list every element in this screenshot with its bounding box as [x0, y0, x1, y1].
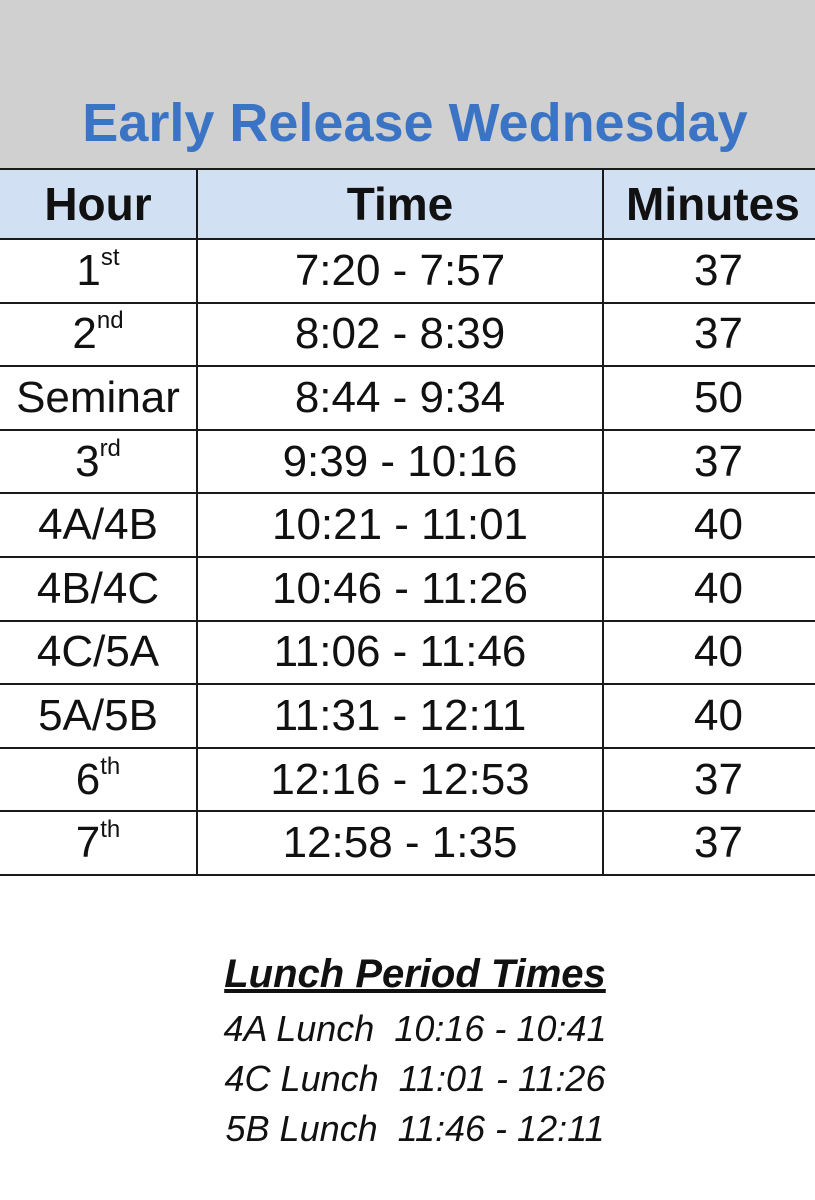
- hour-ordinal-suffix: th: [100, 752, 121, 780]
- hour-cell: [0, 303, 197, 367]
- lunch-line: 4A Lunch 10:16 - 10:41: [223, 1008, 607, 1049]
- table-row: [0, 621, 815, 685]
- time-cell: 10:21 - 11:01: [197, 493, 603, 557]
- minutes-cell: 40: [603, 621, 815, 685]
- minutes-cell: 37: [603, 303, 815, 367]
- hour-label: 4A/4B: [38, 500, 158, 550]
- hour-label: 2: [72, 309, 97, 359]
- minutes-cell: 37: [603, 748, 815, 812]
- lunch-title: Lunch Period Times: [224, 952, 606, 996]
- hour-cell: [0, 684, 197, 748]
- time-cell: 11:06 - 11:46: [197, 621, 603, 685]
- hour-cell: [0, 430, 197, 494]
- hour-ordinal-suffix: st: [100, 243, 120, 271]
- table-row: [0, 366, 815, 430]
- table-row: [0, 493, 815, 557]
- time-cell: 10:46 - 11:26: [197, 557, 603, 621]
- hour-label: 5A/5B: [38, 690, 158, 740]
- time-cell: 8:02 - 8:39: [197, 303, 603, 367]
- hour-cell: [0, 811, 197, 875]
- hour-cell: [0, 748, 197, 812]
- minutes-cell: 50: [603, 366, 815, 430]
- hour-label: 1: [76, 245, 101, 295]
- hour-label: 3: [75, 436, 100, 486]
- hour-cell: [0, 493, 197, 557]
- minutes-cell: 37: [603, 430, 815, 494]
- hour-ordinal-suffix: rd: [99, 434, 121, 462]
- minutes-cell: 40: [603, 493, 815, 557]
- schedule-body: [0, 239, 815, 875]
- column-header-time: Time: [197, 169, 603, 239]
- table-row: [0, 684, 815, 748]
- hour-label: 7: [75, 818, 101, 868]
- column-header-hour: Hour: [0, 169, 197, 239]
- hour-label: 6: [75, 754, 101, 804]
- hour-cell: [0, 239, 197, 303]
- minutes-cell: 40: [603, 684, 815, 748]
- lunch-list: [0, 1004, 815, 1154]
- table-row: [0, 430, 815, 494]
- lunch-line: 5B Lunch 11:46 - 12:11: [225, 1108, 605, 1149]
- time-cell: 11:31 - 12:11: [197, 684, 603, 748]
- page-title: Early Release Wednesday: [82, 93, 748, 153]
- hour-cell: [0, 621, 197, 685]
- time-cell: 8:44 - 9:34: [197, 366, 603, 430]
- hour-ordinal-suffix: nd: [96, 307, 124, 335]
- hour-cell: [0, 557, 197, 621]
- table-row: [0, 239, 815, 303]
- table-row: [0, 303, 815, 367]
- lunch-line: 4C Lunch 11:01 - 11:26: [224, 1058, 606, 1099]
- time-cell: 7:20 - 7:57: [197, 239, 603, 303]
- hour-ordinal-suffix: th: [100, 816, 121, 844]
- hour-label: 4B/4C: [36, 563, 160, 613]
- time-cell: 12:58 - 1:35: [197, 811, 603, 875]
- hour-cell: [0, 366, 197, 430]
- lunch-section: [0, 950, 815, 1154]
- time-cell: 9:39 - 10:16: [197, 430, 603, 494]
- hour-label: Seminar: [16, 372, 180, 422]
- column-header-minutes: Minutes: [603, 169, 815, 239]
- minutes-cell: 40: [603, 557, 815, 621]
- table-header-row: [0, 169, 815, 239]
- table-row: [0, 557, 815, 621]
- minutes-cell: 37: [603, 239, 815, 303]
- hour-label: 4C/5A: [36, 627, 160, 677]
- minutes-cell: 37: [603, 811, 815, 875]
- table-row: [0, 748, 815, 812]
- time-cell: 12:16 - 12:53: [197, 748, 603, 812]
- schedule-table: [0, 168, 815, 876]
- table-row: [0, 811, 815, 875]
